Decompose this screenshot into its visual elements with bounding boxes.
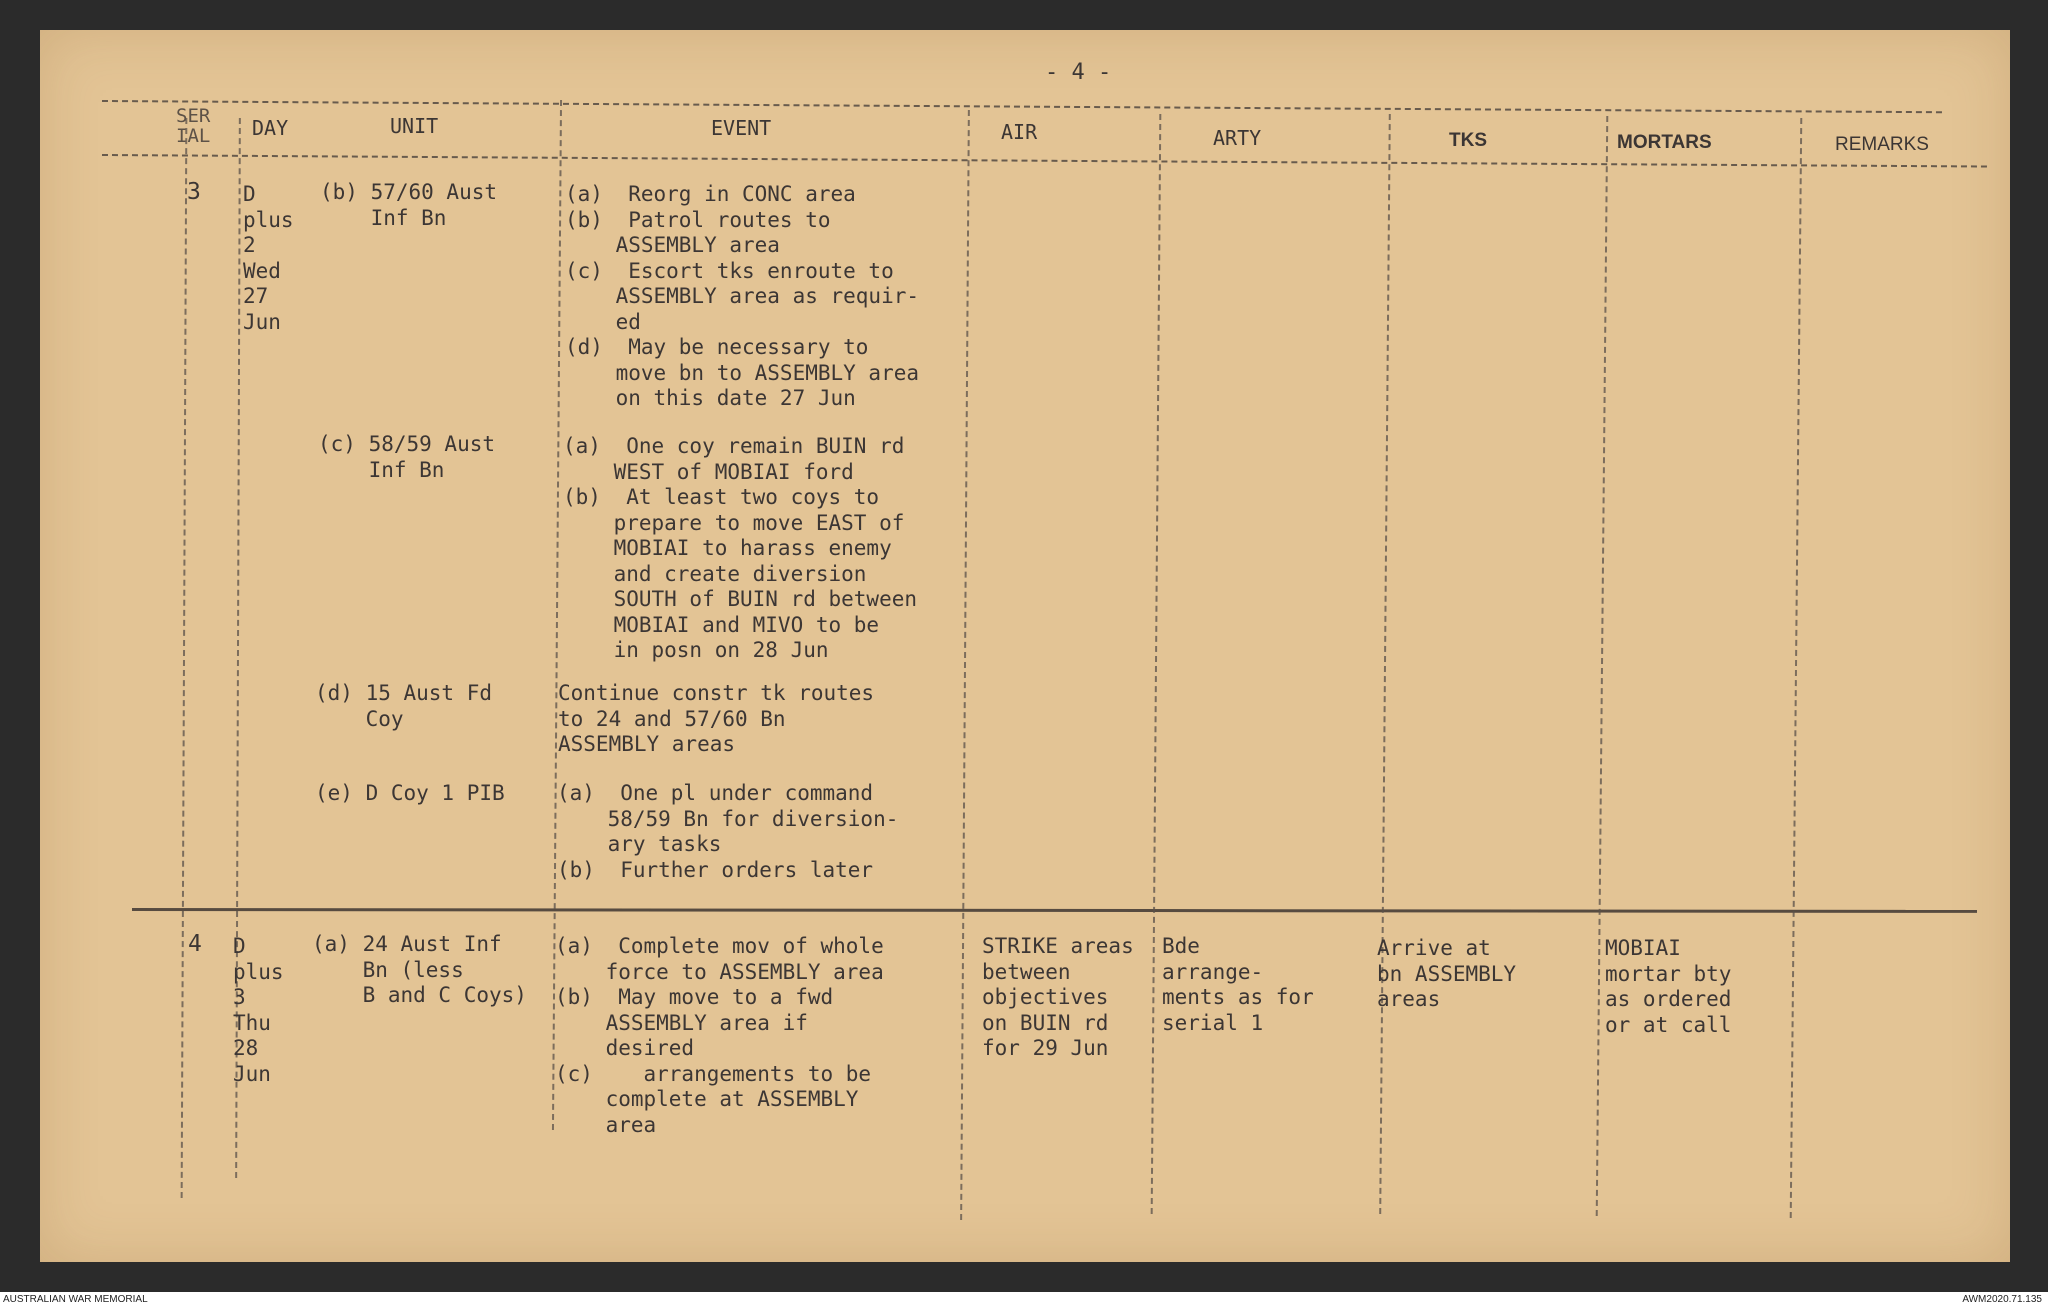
column-rule-tks: [1379, 114, 1391, 1214]
page-number: - 4 -: [1045, 60, 1112, 85]
serial-3-unit-d: (d) 15 Aust Fd Coy: [315, 681, 493, 731]
serial-3-unit-c: (c) 58/59 Aust Inf Bn: [318, 432, 496, 482]
header-serial: SER IAL: [176, 105, 211, 147]
archive-name: AUSTRALIAN WAR MEMORIAL: [3, 1294, 148, 1305]
serial-3-number: 3: [187, 179, 201, 205]
column-rule-air: [960, 110, 970, 1220]
column-rule-mortars: [1596, 116, 1609, 1216]
serial-4-air: STRIKE areas between objectives on BUIN rd for 29 Jun: [982, 934, 1134, 1060]
header-day: DAY: [252, 116, 289, 140]
serial-3-event-c: (a) One coy remain BUIN rd WEST of MOBIAI ford (b) At least two coys to prepare to move EAST of MOBIAI to harass enemy and create diversion SOUTH of BUIN rd between MOBIAI and MIVO to be in posn on 28 Jun: [563, 434, 918, 662]
header-mortars: MORTARS: [1617, 132, 1712, 153]
archive-footer-strip: [0, 1292, 2048, 1308]
serial-4-mortars: MOBIAI mortar bty as ordered or at call: [1605, 936, 1732, 1037]
header-unit: UNIT: [390, 114, 439, 138]
serial-4-arty: Bde arrange- ments as for serial 1: [1162, 934, 1314, 1035]
serial-3-unit-b: (b) 57/60 Aust Inf Bn: [320, 180, 498, 230]
serial-3-event-e: (a) One pl under command 58/59 Bn for diversion- ary tasks (b) Further orders later: [557, 781, 899, 882]
header-tks: TKS: [1449, 130, 1487, 151]
serial-3-day: D plus 2 Wed 27 Jun: [243, 182, 294, 334]
column-rule-remarks: [1790, 118, 1803, 1218]
serial-4-number: 4: [188, 931, 202, 957]
serial-4-day: D plus 3 Thu 28 Jun: [233, 934, 284, 1086]
serial-3-event-b: (a) Reorg in CONC area (b) Patrol routes to ASSEMBLY area (c) Escort tks enroute to ASSEMBLY area as requir- ed (d) May be necessary to move bn to ASSEMBLY area on this date 27 Jun: [565, 182, 920, 410]
header-rule: [102, 154, 1987, 168]
header-remarks: REMARKS: [1835, 134, 1929, 155]
archive-reference: AWM2020.71.135: [1962, 1294, 2042, 1305]
header-event: EVENT: [711, 116, 772, 140]
column-rule-arty: [1151, 114, 1162, 1214]
header-arty: ARTY: [1213, 126, 1262, 150]
header-air: AIR: [1001, 120, 1038, 144]
serial-4-tks: Arrive at bn ASSEMBLY areas: [1377, 936, 1517, 1011]
document-sheet: [40, 30, 2010, 1262]
serial-3-event-d: Continue constr tk routes to 24 and 57/60 Bn ASSEMBLY areas: [558, 681, 875, 756]
serial-divider-rule: [132, 908, 1977, 913]
serial-3-unit-e: (e) D Coy 1 PIB: [315, 781, 505, 805]
serial-4-event: (a) Complete mov of whole force to ASSEMBLY area (b) May move to a fwd ASSEMBLY area if desired (c) arrangements to be complete at ASSEMBLY area: [555, 934, 884, 1137]
serial-4-unit: (a) 24 Aust Inf Bn (less B and C Coys): [312, 932, 527, 1007]
column-rule-day: [181, 118, 188, 1198]
top-rule: [102, 100, 1942, 113]
